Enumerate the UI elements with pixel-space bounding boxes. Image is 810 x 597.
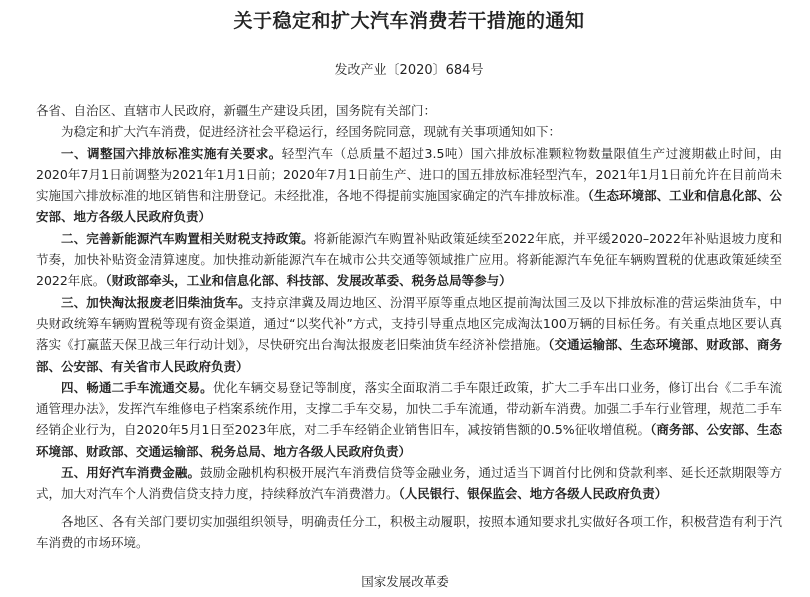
measure-item-3 xyxy=(36,292,782,377)
measure-body: 支持京津冀及周边地区、汾渭平原等重点地区提前淘汰国三及以下排放标准的营运柴油货车，中央财政统筹车辆购置税等现有资金渠道，通过“以奖代补”方式，支持引导重点地区完成淘汰100万辆的目标任务。有关重点地区要认真落实《打赢蓝天保卫战三年行动计划》，尽快研究出台淘汰报废老旧柴油货车经济补偿措施。 xyxy=(36,294,782,353)
responsible-departments: （人民银行、银保监会、地方各级人民政府负责） xyxy=(398,486,668,502)
measure-heading: 二、完善新能源汽车购置相关财税支持政策。 xyxy=(61,230,314,246)
measure-item-5 xyxy=(36,462,782,505)
measure-item-2 xyxy=(36,228,782,292)
issuing-authority: 国家发展改革委 xyxy=(361,574,449,589)
measure-heading: 五、用好汽车消费金融。 xyxy=(61,465,201,481)
measure-body: 轻型汽车（总质量不超过3.5吨）国六排放标准颗粒物数量限值生产过渡期截止时间，由2020年7月1日前调整为2021年1月1日前；2020年7月1日前生产、进口的国五排放标准轻型汽车，2021年1月1日前允许在目前尚未实施国六排放标准的地区销售和注册登记。未经批准，各地不得提前实施国家确定的汽车排放标准。 xyxy=(36,145,782,204)
intro-paragraph: 为稳定和扩大汽车消费，促进经济社会平稳运行，经国务院同意，现就有关事项通知如下： xyxy=(61,124,562,140)
responsible-departments: （生态环境部、工业和信息化部、公安部、地方各级人民政府负责） xyxy=(36,188,782,225)
document-title: 关于稳定和扩大汽车消费若干措施的通知 xyxy=(233,10,585,32)
measure-item-1 xyxy=(36,143,782,228)
measure-body: 将新能源汽车购置补贴政策延续至2022年底，并平缓2020–2022年补贴退坡力度和节奏，加快补贴资金清算速度。加快推动新能源汽车在城市公共交通等领域推广应用。将新能源汽车免征车辆购置税的优惠政策延续至2022年底。 xyxy=(36,230,782,289)
measure-body: 优化车辆交易登记等制度，落实全面取消二手车限迁政策，扩大二手车出口业务，修订出台《二手车流通管理办法》，发挥汽车维修电子档案系统作用，支撑二手车交易，加快二手车流通，带动新车消费。加强二手车行业管理，规范二手车经销企业行为，自2020年5月1日至2023年底，对二手车经销企业销售旧车，减按销售额的0.5%征收增值税。 xyxy=(36,379,782,438)
responsible-departments: （财政部牵头，工业和信息化部、科技部、发展改革委、税务总局等参与） xyxy=(105,273,512,289)
measure-heading: 四、畅通二手车流通交易。 xyxy=(61,379,213,395)
measure-heading: 一、调整国六排放标准实施有关要求。 xyxy=(61,145,282,161)
addressee-line: 各省、自治区、直辖市人民政府，新疆生产建设兵团，国务院有关部门： xyxy=(36,103,437,118)
responsible-departments: （交通运输部、生态环境部、财政部、商务部、公安部、有关省市人民政府负责） xyxy=(36,337,782,374)
measure-item-4 xyxy=(36,377,782,462)
document-number: 发改产业〔2020〕684号 xyxy=(334,63,484,78)
measure-heading: 三、加快淘汰报废老旧柴油货车。 xyxy=(61,294,251,310)
responsible-departments: （商务部、公安部、生态环境部、财政部、交通运输部、税务总局、地方各级人民政府负责） xyxy=(36,422,782,459)
document-body xyxy=(36,100,782,553)
measure-body: 鼓励金融机构积极开展汽车消费信贷等金融业务，通过适当下调首付比例和贷款利率、延长还款期限等方式，加大对汽车个人消费信贷支持力度，持续释放汽车消费潜力。 xyxy=(36,465,782,502)
closing-paragraph: 各地区、各有关部门要切实加强组织领导，明确责任分工，积极主动履职，按照本通知要求扎实做好各项工作，积极营造有利于汽车消费的市场环境。 xyxy=(36,513,782,550)
